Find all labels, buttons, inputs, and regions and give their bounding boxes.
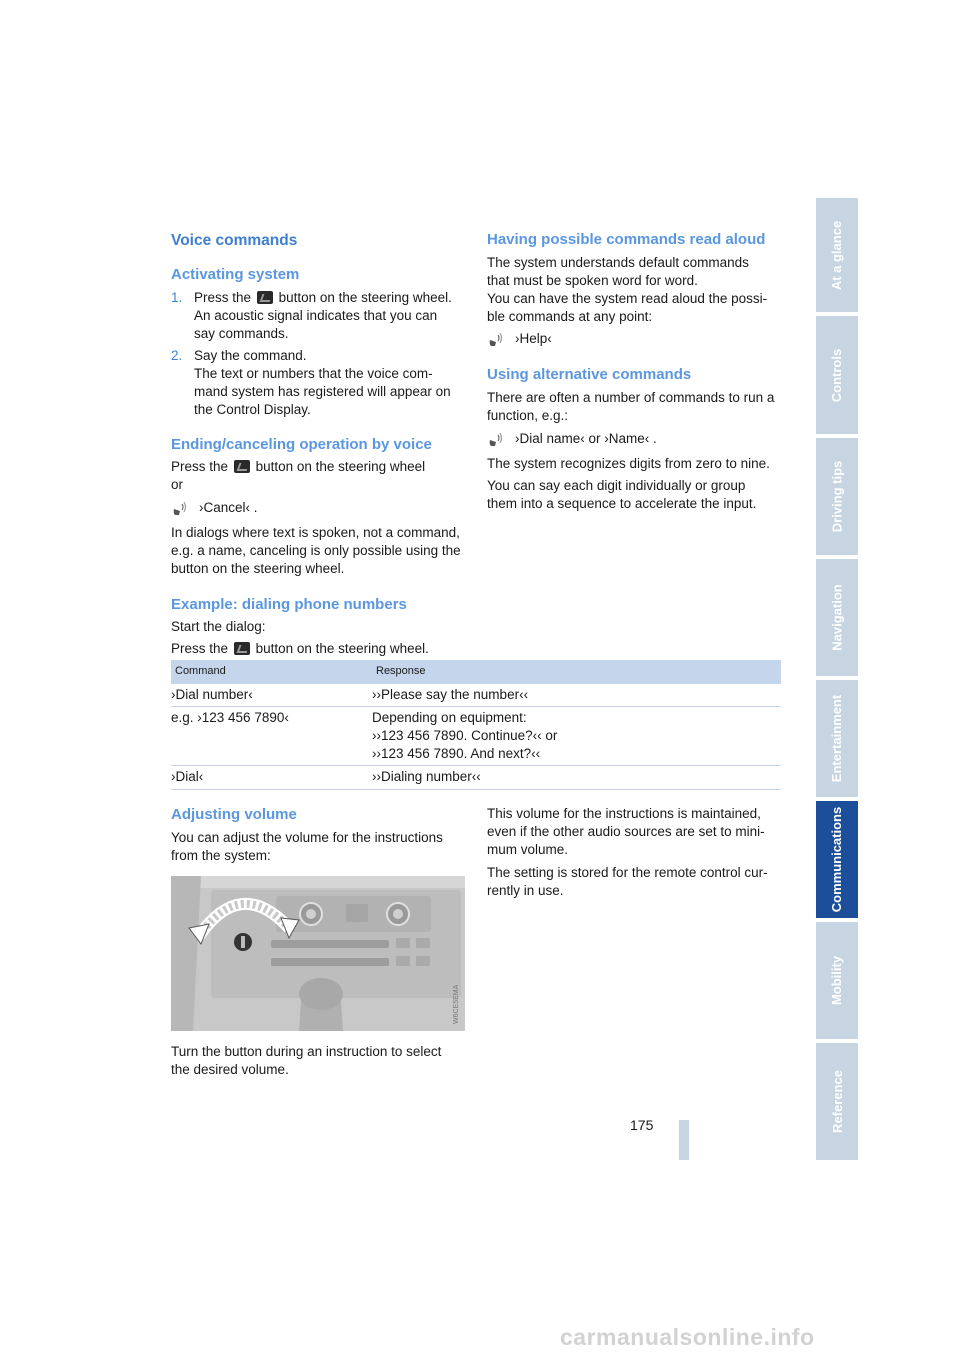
watermark: carmanualsonline.info: [560, 1324, 815, 1350]
step-number: 2.: [171, 348, 183, 363]
step-1: 1. Press the button on the steering wheel. An acoustic signal indicates that you can say commands.: [171, 290, 452, 341]
sidebar-tab-controls[interactable]: Controls: [816, 316, 858, 434]
voice-command-icon: [487, 330, 505, 348]
sidebar-tab-navigation[interactable]: Navigation: [816, 559, 858, 676]
activating-steps: [171, 289, 471, 423]
grouping-paragraph: You can say each digit individually or group them into a sequence to accelerate the input.: [487, 478, 757, 511]
heading-activating-system: Activating system: [171, 266, 300, 283]
voice-button-icon: [257, 291, 273, 304]
table-divider: [171, 706, 781, 707]
step-2: 2. Say the command. The text or numbers that the voice com- mand system has registered will appear on the Control Display.: [171, 348, 451, 417]
sidebar-tab-entertainment[interactable]: Entertainment: [816, 680, 858, 797]
heading-voice-commands: Voice commands: [171, 232, 298, 249]
remote-control-paragraph: The setting is stored for the remote control cur- rently in use.: [487, 865, 768, 898]
sidebar-tab-mobility[interactable]: Mobility: [816, 922, 858, 1039]
voice-command-icon: [487, 430, 505, 448]
read-aloud-paragraph: The system understands default commands that must be spoken word for word. You can have the system read aloud the possi- ble commands at any point:: [487, 255, 768, 324]
sidebar-tab-driving-tips[interactable]: Driving tips: [816, 438, 858, 555]
sidebar-tab-communications[interactable]: Communications: [816, 801, 858, 918]
column-header-response: Response: [376, 665, 426, 677]
sidebar-tab-reference[interactable]: Reference: [816, 1043, 858, 1160]
heading-adjusting-volume: Adjusting volume: [171, 806, 297, 823]
ending-paragraph: In dialogs where text is spoken, not a command, e.g. a name, canceling is only possible using the button on the steering wheel.: [171, 525, 461, 576]
example-intro: Start the dialog: Press the button on the steering wheel.: [171, 619, 429, 656]
column-header-command: Command: [175, 665, 226, 677]
table-header: [171, 660, 781, 684]
heading-alternative-commands: Using alternative commands: [487, 366, 692, 383]
voice-button-icon: [234, 460, 250, 473]
heading-read-aloud: Having possible commands read aloud: [487, 231, 766, 248]
heading-ending-canceling: Ending/canceling operation by voice: [171, 436, 432, 453]
table-divider: [171, 765, 781, 766]
heading-example-dialing: Example: dialing phone numbers: [171, 596, 407, 613]
voice-button-icon: [234, 642, 250, 655]
volume-caption: Turn the button during an instruction to select the desired volume.: [171, 1044, 442, 1077]
page-marker: [679, 1120, 689, 1160]
step-number: 1.: [171, 290, 183, 305]
sidebar-tab-at-a-glance[interactable]: At a glance: [816, 198, 858, 312]
page-number: 175: [630, 1117, 654, 1133]
volume-maintained-paragraph: This volume for the instructions is maintained, even if the other audio sources are set to mini- mum volume.: [487, 806, 765, 857]
ending-instruction: Press the button on the steering wheel or: [171, 459, 426, 492]
voice-command-icon: [171, 499, 189, 517]
radio-console-illustration: [171, 876, 465, 1031]
svg-text:W6CE5EMA: W6CE5EMA: [453, 984, 460, 1024]
digits-paragraph: The system recognizes digits from zero to nine.: [487, 456, 770, 471]
table-divider: [171, 789, 781, 790]
volume-intro: You can adjust the volume for the instructions from the system:: [171, 830, 443, 863]
alternative-paragraph: There are often a number of commands to run a function, e.g.:: [487, 390, 775, 423]
